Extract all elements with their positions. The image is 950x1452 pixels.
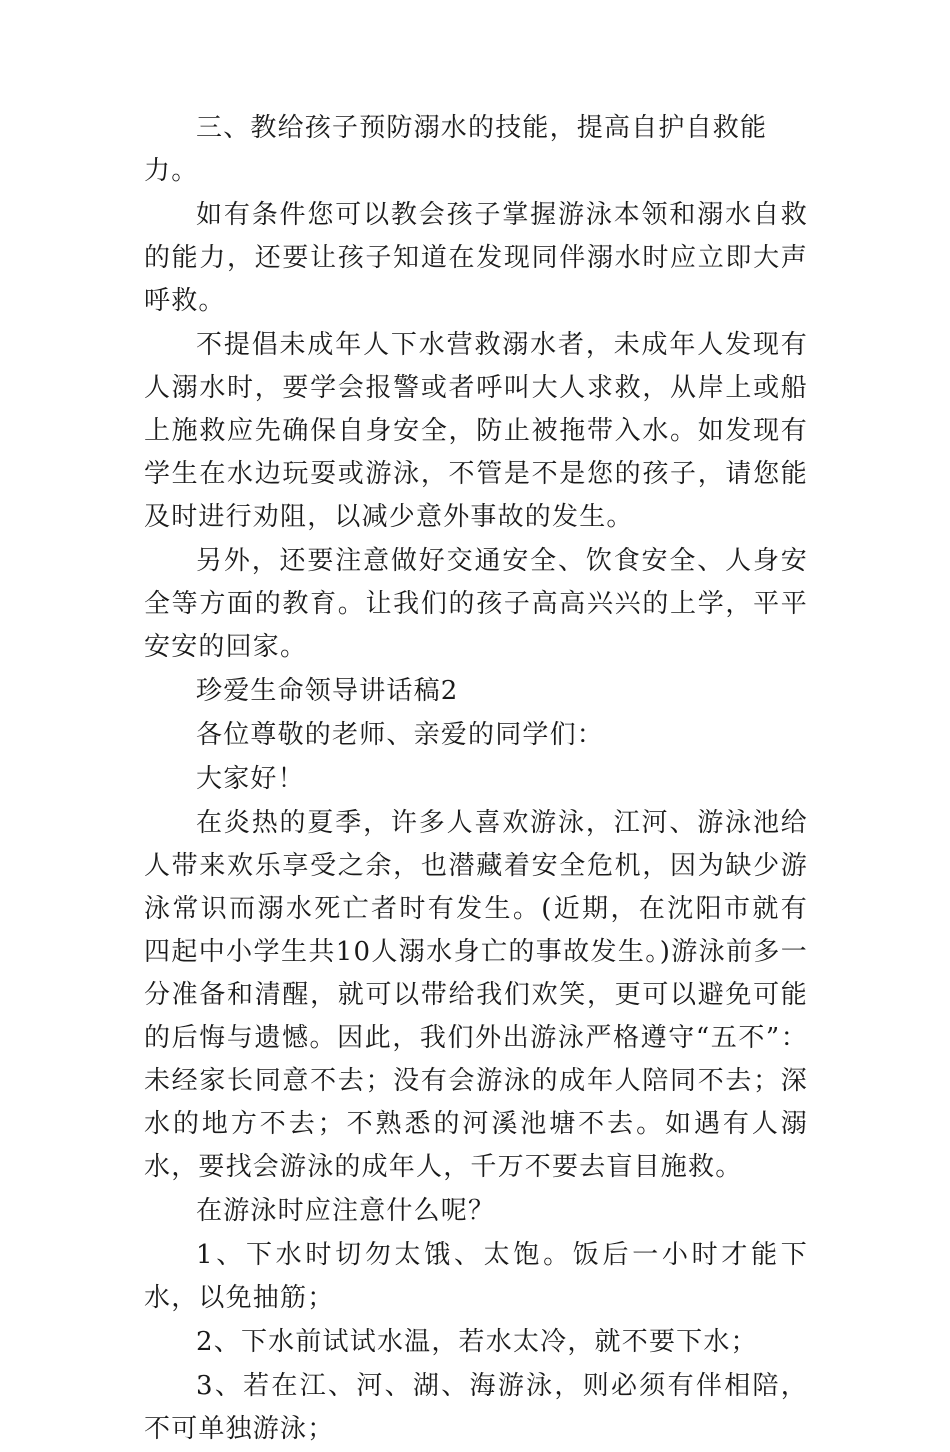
speech-title-2: 珍爱生命领导讲话稿2 bbox=[196, 676, 459, 706]
paragraph-rescue-advice: 不提倡未成年人下水营救溺水者，未成年人发现有人溺水时，要学会报警或者呼叫大人求救，从岸上或船上施救应先确保自身安全，防止被拖带入水。如发现有学生在水边玩耍或游泳，不管是不是您的孩子，请您能及时进行劝阻，以减少意外事故的发生。 bbox=[144, 330, 808, 532]
question-heading: 在游泳时应注意什么呢？ bbox=[196, 1196, 496, 1226]
paragraph-summer-danger: 在炎热的夏季，许多人喜欢游泳，江河、游泳池给人带来欢乐享受之余，也潜藏着安全危机，因为缺少游泳常识而溺水死亡者时有发生。(近期，在沈阳市就有四起中小学生共10人溺水身亡的事故发生。)游泳前多一分准备和清醒，就可以带给我们欢笑，更可以避免可能的后悔与遗憾。因此，我们外出游泳严格遵守“五不”：未经家长同意不去；没有会游泳的成年人陪同不去；深水的地方不去；不熟悉的河溪池塘不去。如遇有人溺水，要找会游泳的成年人，千万不要去盲目施救。 bbox=[144, 808, 808, 1182]
section-heading-3: 三、教给孩子预防溺水的技能，提高自护自救能力。 bbox=[144, 113, 768, 186]
salutation: 各位尊敬的老师、亲爱的同学们： bbox=[196, 720, 605, 750]
list-item-2: 2、下水前试试水温，若水太冷，就不要下水； bbox=[196, 1327, 758, 1357]
document-body bbox=[144, 107, 808, 1452]
greeting: 大家好！ bbox=[196, 764, 305, 794]
paragraph-swim-skills: 如有条件您可以教会孩子掌握游泳本领和溺水自救的能力，还要让孩子知道在发现同伴溺水时应立即大声呼救。 bbox=[144, 200, 808, 316]
paragraph-other-safety: 另外，还要注意做好交通安全、饮食安全、人身安全等方面的教育。让我们的孩子高高兴兴的上学，平平安安的回家。 bbox=[144, 546, 808, 662]
list-item-1: 1、下水时切勿太饿、太饱。饭后一小时才能下水，以免抽筋； bbox=[144, 1240, 808, 1313]
list-item-3: 3、若在江、河、湖、海游泳，则必须有伴相陪，不可单独游泳； bbox=[144, 1371, 808, 1444]
